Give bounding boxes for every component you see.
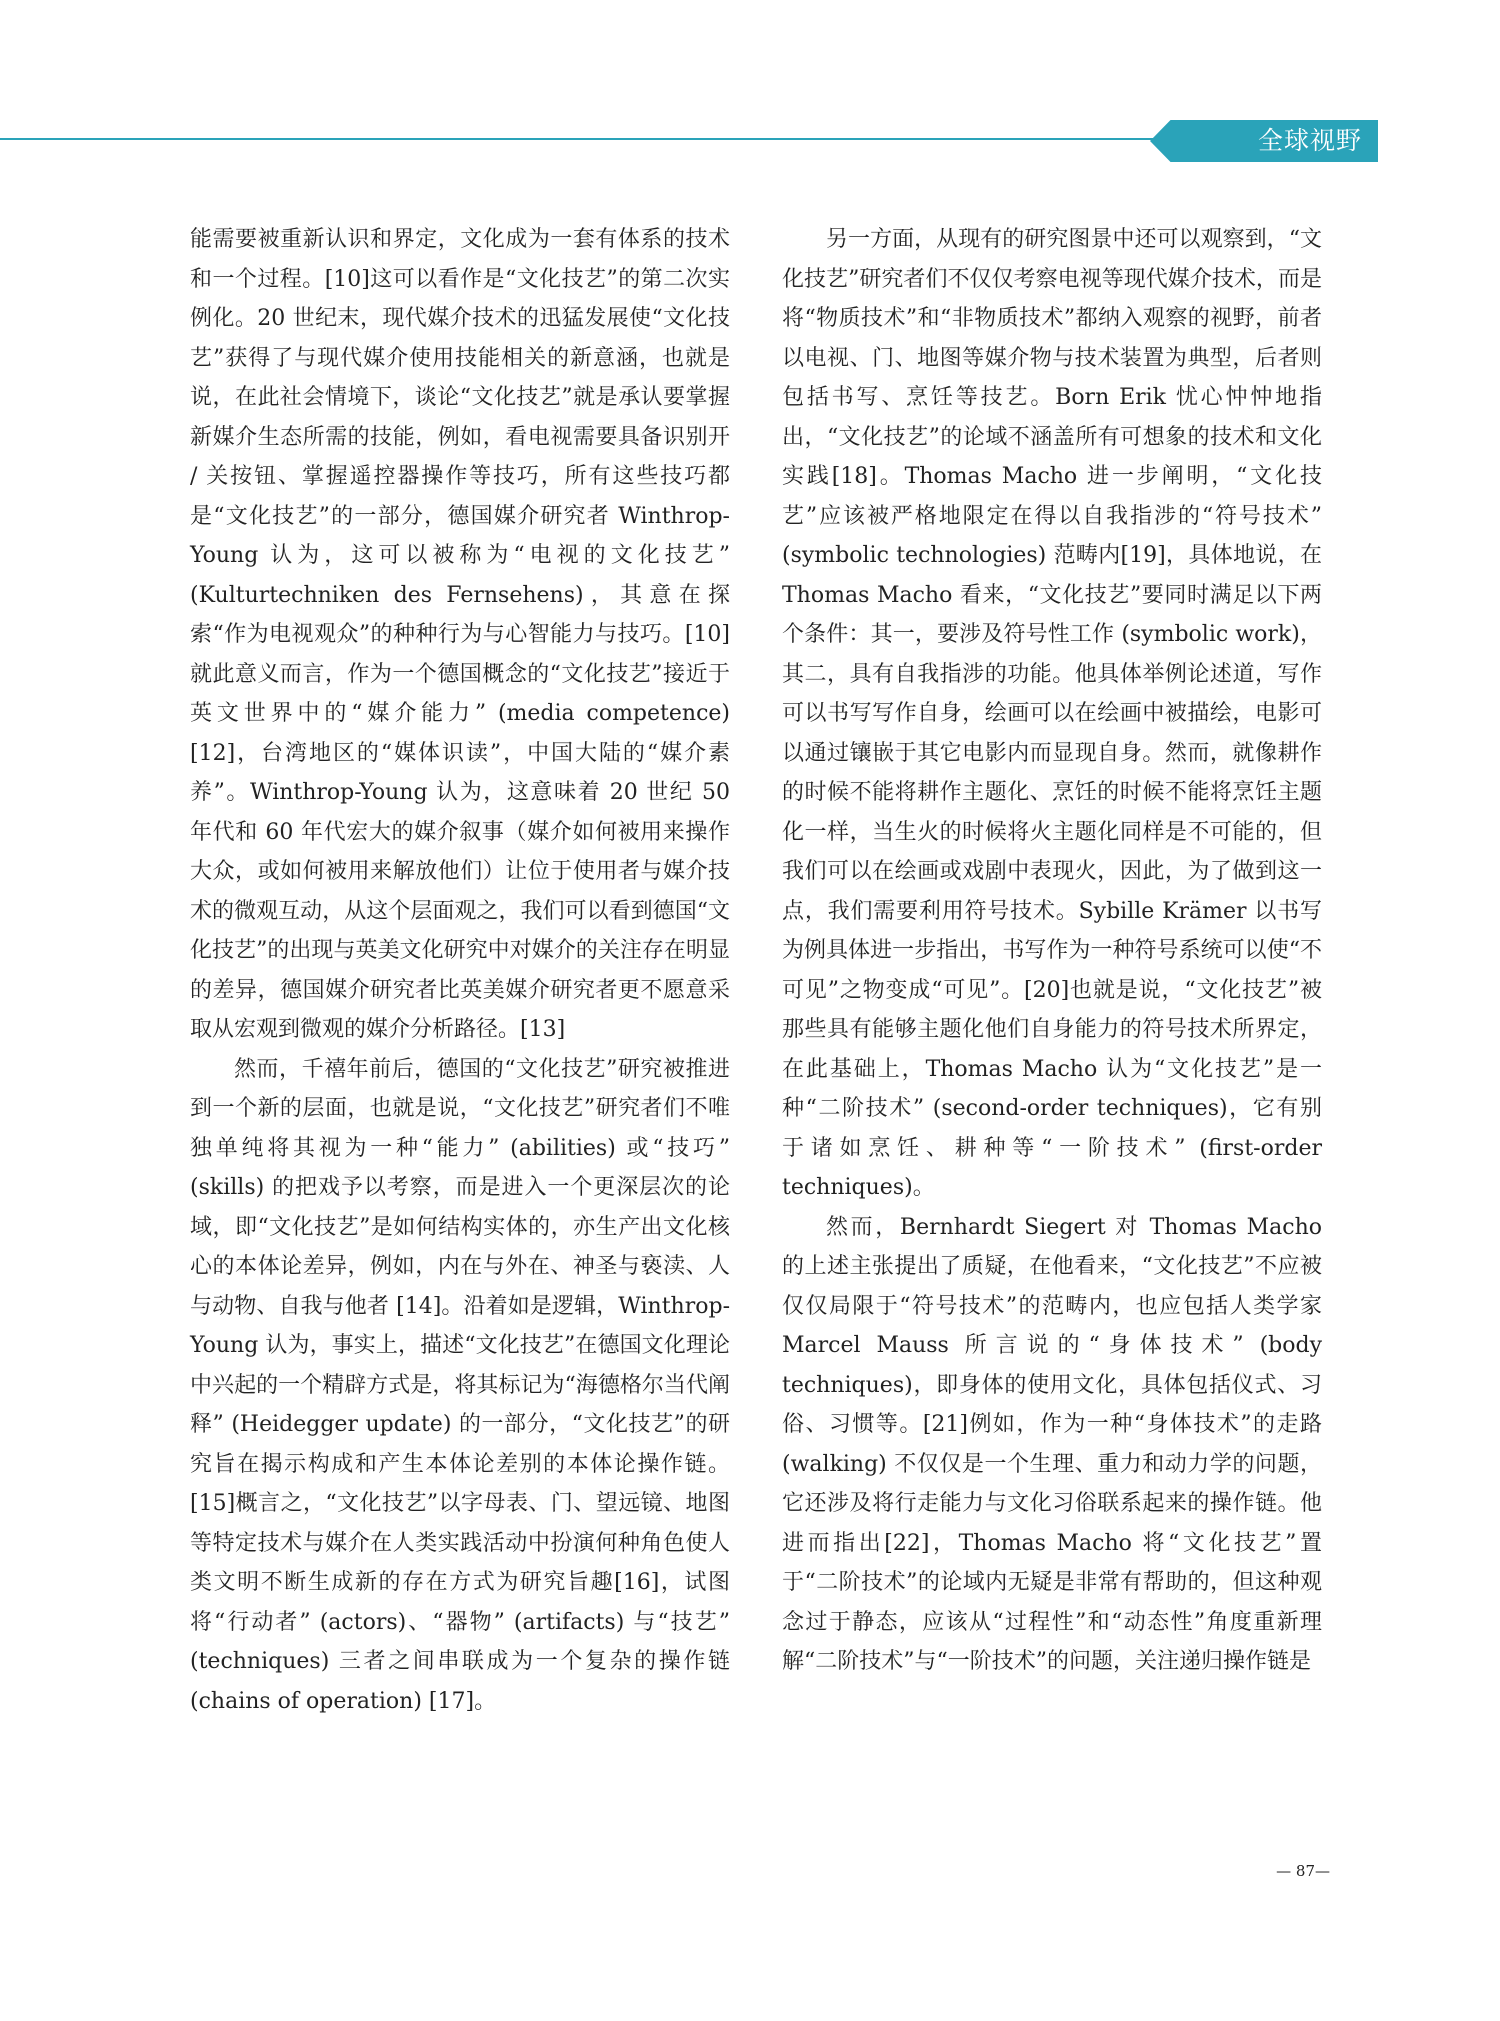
header-rule bbox=[0, 138, 1160, 140]
left-column bbox=[190, 220, 730, 1721]
section-title: 全球视野 bbox=[1257, 126, 1362, 155]
paragraph: 能需要被重新认识和界定，文化成为一套有体系的技术和一个过程。[10]这可以看作是“文化技艺”的第二次实例化。20 世纪末，现代媒介技术的迅猛发展使“文化技艺”获得了与现代媒介使用技能相关的新意涵，也就是说，在此社会情境下，谈论“文化技艺”就是承认要掌握新媒介生态所需的技能，例如，看电视需要具备识别开 / 关按钮、掌握遥控器操作等技巧，所有这些技巧都是“文化技艺”的一部分，德国媒介研究者 Winthrop-Young 认为，这可以被称为“电视的文化技艺” (Kulturtechniken des Fernsehens)，其意在探索“作为电视观众”的种种行为与心智能力与技巧。[10]就此意义而言，作为一个德国概念的“文化技艺”接近于英文世界中的“媒介能力” (media competence) [12]，台湾地区的“媒体识读”，中国大陆的“媒介素养”。Winthrop-Young 认为，这意味着 20 世纪 50 年代和 60 年代宏大的媒介叙事（媒介如何被用来操作大众，或如何被用来解放他们）让位于使用者与媒介技术的微观互动，从这个层面观之，我们可以看到德国“文化技艺”的出现与英美文化研究中对媒介的关注存在明显的差异，德国媒介研究者比英美媒介研究者更不愿意采取从宏观到微观的媒介分析路径。[13] bbox=[190, 227, 730, 1042]
paragraph: 然而，千禧年前后，德国的“文化技艺”研究被推进到一个新的层面，也就是说，“文化技艺”研究者们不唯独单纯将其视为一种“能力” (abilities) 或“技巧” (skills) 的把戏予以考察，而是进入一个更深层次的论域，即“文化技艺”是如何结构实体的，亦生产出文化核心的本体论差异，例如，内在与外在、神圣与亵渎、人与动物、自我与他者 [14]。沿着如是逻辑，Winthrop-Young 认为，事实上，描述“文化技艺”在德国文化理论中兴起的一个精辟方式是，将其标记为“海德格尔当代阐释” (Heidegger update) 的一部分，“文化技艺”的研究旨在揭示构成和产生本体论差别的本体论操作链。[15]概言之，“文化技艺”以字母表、门、望远镜、地图等特定技术与媒介在人类实践活动中扮演何种角色使人类文明不断生成新的存在方式为研究旨趣[16]，试图将“行动者” (actors)、“器物” (artifacts) 与“技艺” (techniques) 三者之间串联成为一个复杂的操作链 (chains of operation) [17]。 bbox=[190, 1056, 730, 1714]
paragraph: 然而，Bernhardt Siegert 对 Thomas Macho 的上述主张提出了质疑，在他看来，“文化技艺”不应被仅仅局限于“符号技术”的范畴内，也应包括人类学家 Marcel Mauss 所言说的“身体技术” (body techniques)，即身体的使用文化，具体包括仪式、习俗、习惯等。[21]例如，作为一种“身体技术”的走路 (walking) 不仅仅是一个生理、重力和动力学的问题，它还涉及将行走能力与文化习俗联系起来的操作链。他进而指出[22]，Thomas Macho 将“文化技艺”置于“二阶技术”的论域内无疑是非常有帮助的，但这种观念过于静态，应该从“过程性”和“动态性”角度重新理解“二阶技术”与“一阶技术”的问题，关注递归操作链是 bbox=[782, 1214, 1322, 1674]
page-number: — 87— bbox=[1276, 1862, 1330, 1880]
right-column bbox=[782, 220, 1322, 1682]
paragraph: 另一方面，从现有的研究图景中还可以观察到，“文化技艺”研究者们不仅仅考察电视等现代媒介技术，而是将“物质技术”和“非物质技术”都纳入观察的视野，前者以电视、门、地图等媒介物与技术装置为典型，后者则包括书写、烹饪等技艺。Born Erik 忧心忡忡地指出，“文化技艺”的论域不涵盖所有可想象的技术和文化实践[18]。Thomas Macho 进一步阐明，“文化技艺”应该被严格地限定在得以自我指涉的“符号技术” (symbolic technologies) 范畴内[19]，具体地说，在 Thomas Macho 看来，“文化技艺”要同时满足以下两个条件：其一，要涉及符号性工作 (symbolic work)，其二，具有自我指涉的功能。他具体举例论述道，写作可以书写写作自身，绘画可以在绘画中被描绘，电影可以通过镶嵌于其它电影内而显现自身。然而，就像耕作的时候不能将耕作主题化、烹饪的时候不能将烹饪主题化一样，当生火的时候将火主题化同样是不可能的，但我们可以在绘画或戏剧中表现火，因此，为了做到这一点，我们需要利用符号技术。Sybille Krämer 以书写为例具体进一步指出，书写作为一种符号系统可以使“不可见”之物变成“可见”。[20]也就是说，“文化技艺”被那些具有能够主题化他们自身能力的符号技术所界定，在此基础上，Thomas Macho 认为“文化技艺”是一种“二阶技术” (second-order techniques)，它有别于诸如烹饪、耕种等“一阶技术” (first-order techniques)。 bbox=[782, 227, 1322, 1200]
